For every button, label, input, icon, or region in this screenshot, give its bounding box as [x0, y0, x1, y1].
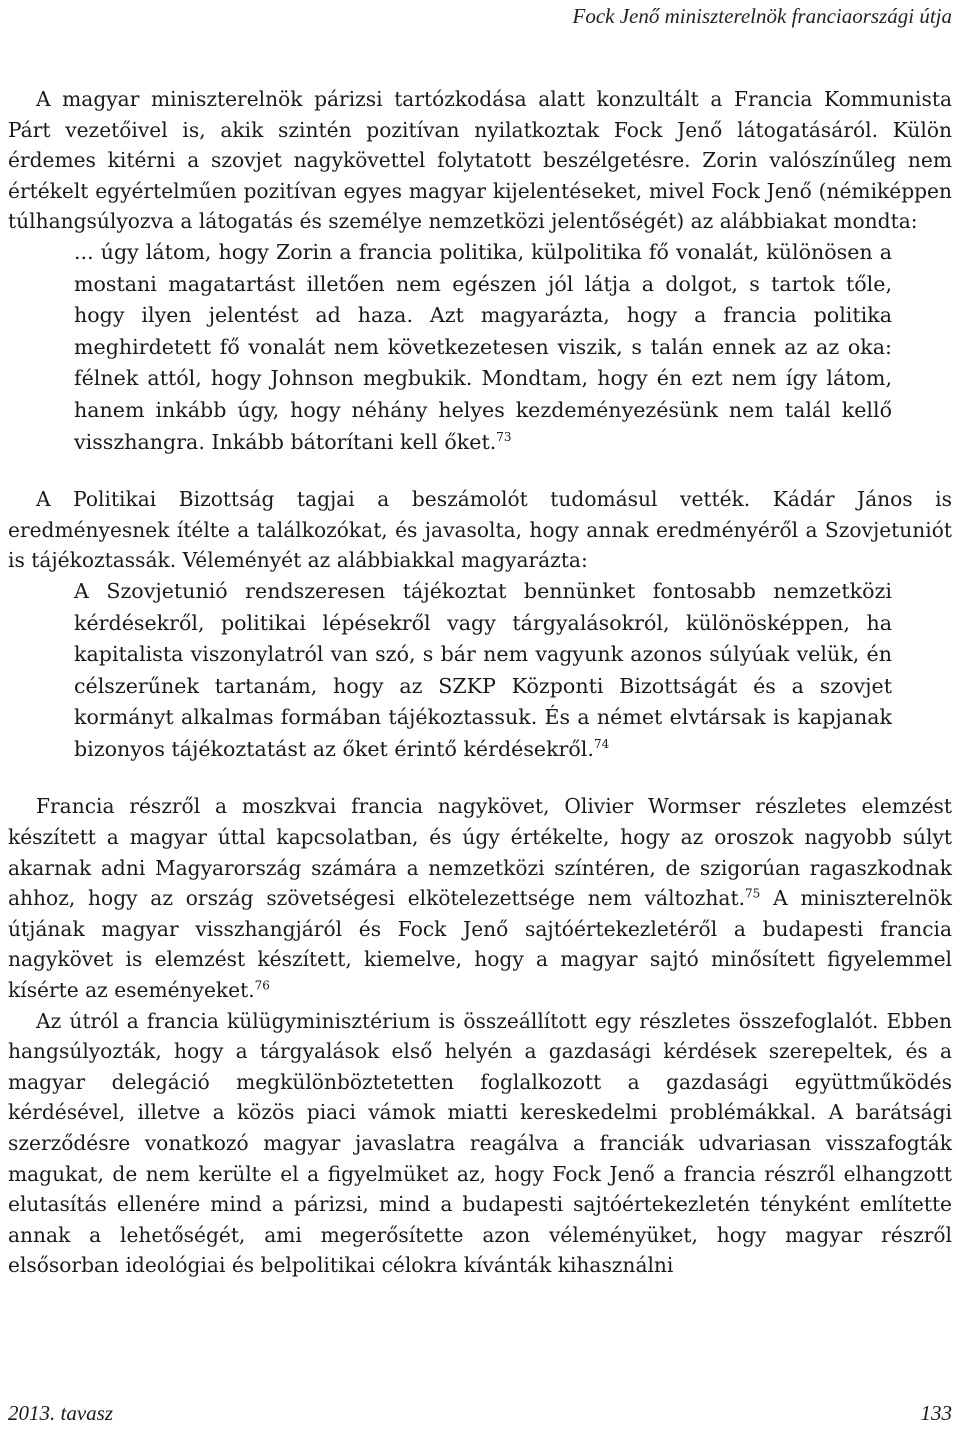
paragraph-3	[8, 791, 952, 1005]
footnote-ref-75[interactable]: 75	[745, 886, 761, 901]
footnote-ref-74[interactable]: 74	[593, 737, 610, 752]
footnote-ref-76[interactable]: 76	[254, 978, 270, 993]
block-quote-1	[74, 237, 892, 458]
footnote-ref-73[interactable]: 73	[496, 429, 512, 444]
paragraph-4: Az útról a francia külügyminisztérium is összeállított egy részletes összefoglalót. Ebben hangsúlyozták, hogy a tárgyalások első helyén a gazdasági kérdések szerepeltek, és a magyar delegáció megkülönböztetetten foglalkozott a gazdasági együttműködés kérdésével, illetve a közös piaci vámok miatti kereskedelmi problémákkal. A barátsági szerződésre vonatkozó magyar javaslatra reagálva a franciák udvariasan visszafogták magukat, de nem kerülte el a figyelmüket az, hogy Fock Jenő a francia részről elhangzott elutasítás ellenére mind a párizsi, mind a budapesti sajtóértekezletén tényként említette annak a lehetőségét, ami megerősítette azon véleményüket, hogy magyar részről elsősorban ideológiai és belpolitikai célokra kívánták kihasználni	[8, 1008, 952, 1278]
paragraph-1: A magyar miniszterelnök párizsi tartózkodása alatt konzultált a Francia Kommunista Párt vezetőivel is, akik szintén pozitívan nyilatkoztak Fock Jenő látogatásáról. Külön érdemes kitérni a szovjet nagykövettel folytatott beszélgetésre. Zorin valószínűleg nem értékelt egyértelműen pozitívan egyes magyar kijelentéseket, mivel Fock Jenő (némiképpen túlhangsúlyozva a látogatás és személye nemzetközi jelentőségét) az alábbiakat mondta:	[8, 87, 952, 234]
page-number: 133	[920, 1401, 952, 1425]
paragraph-3-part-1: Francia részről a moszkvai francia nagykövet, Olivier Wormser részletes elemzést készített a magyar úttal kapcsolatban, és úgy értékelte, hogy az oroszok nagyobb súlyt akarnak adni Magyarország számára a nemzetközi színtéren, de szigorúan ragaszkodnak ahhoz, hogy az ország szövetségesi elkötelezettsége nem változhat.	[8, 794, 952, 911]
block-quote-2	[74, 576, 892, 766]
paragraph-2: A Politikai Bizottság tagjai a beszámolót tudomásul vették. Kádár János is eredményesnek ítélte a találkozókat, és javasolta, hogy annak eredményéről a Szovjetuniót is tájékoztassák. Véleményét az alábbiakkal magyarázta:	[8, 487, 952, 573]
footer-issue: 2013. tavasz	[8, 1401, 113, 1425]
page-body	[8, 84, 952, 1281]
block-quote-1-text: ... úgy látom, hogy Zorin a francia politika, külpolitika fő vonalát, különösen a mostani magatartást illetően nem egészen jól látja a dolgot, s tartok tőle, hogy ilyen jelentést ad haza. Azt magyarázta, hogy a francia politika meghirdetett fő vonalát nem következetesen viszik, s talán ennek az az oka: félnek attól, hogy Johnson megbukik. Mondtam, hogy én ezt nem így látom, hanem inkább úgy, hogy néhány helyes kezdeményezésünk nem talál kellő visszhangra. Inkább bátorítani kell őket.	[74, 239, 892, 454]
block-quote-2-text: A Szovjetunió rendszeresen tájékoztat bennünket fontosabb nemzetközi kérdésekről, politikai lépésekről vagy tárgyalásokról, különösképpen, ha kapitalista viszonylatról van szó, s bár nem vagyunk azonos súlyúak velük, én célszerűnek tartanám, hogy az SZKP Központi Bizottságát és a szovjet kormányt alkalmas formában tájékoztassuk. És a német elvtársak is kapjanak bizonyos tájékoztatást az őket érintő kérdésekről.	[74, 578, 892, 761]
running-header: Fock Jenő miniszterelnök franciaországi útja	[572, 4, 952, 28]
paragraph-3-part-2: A miniszterelnök útjának magyar visszhangjáról és Fock Jenő sajtóértekezletéről a budapesti francia nagykövet is elemzést készített, kiemelve, hogy a magyar sajtó minősített figyelemmel kísérte az eseményeket.	[8, 886, 952, 1003]
